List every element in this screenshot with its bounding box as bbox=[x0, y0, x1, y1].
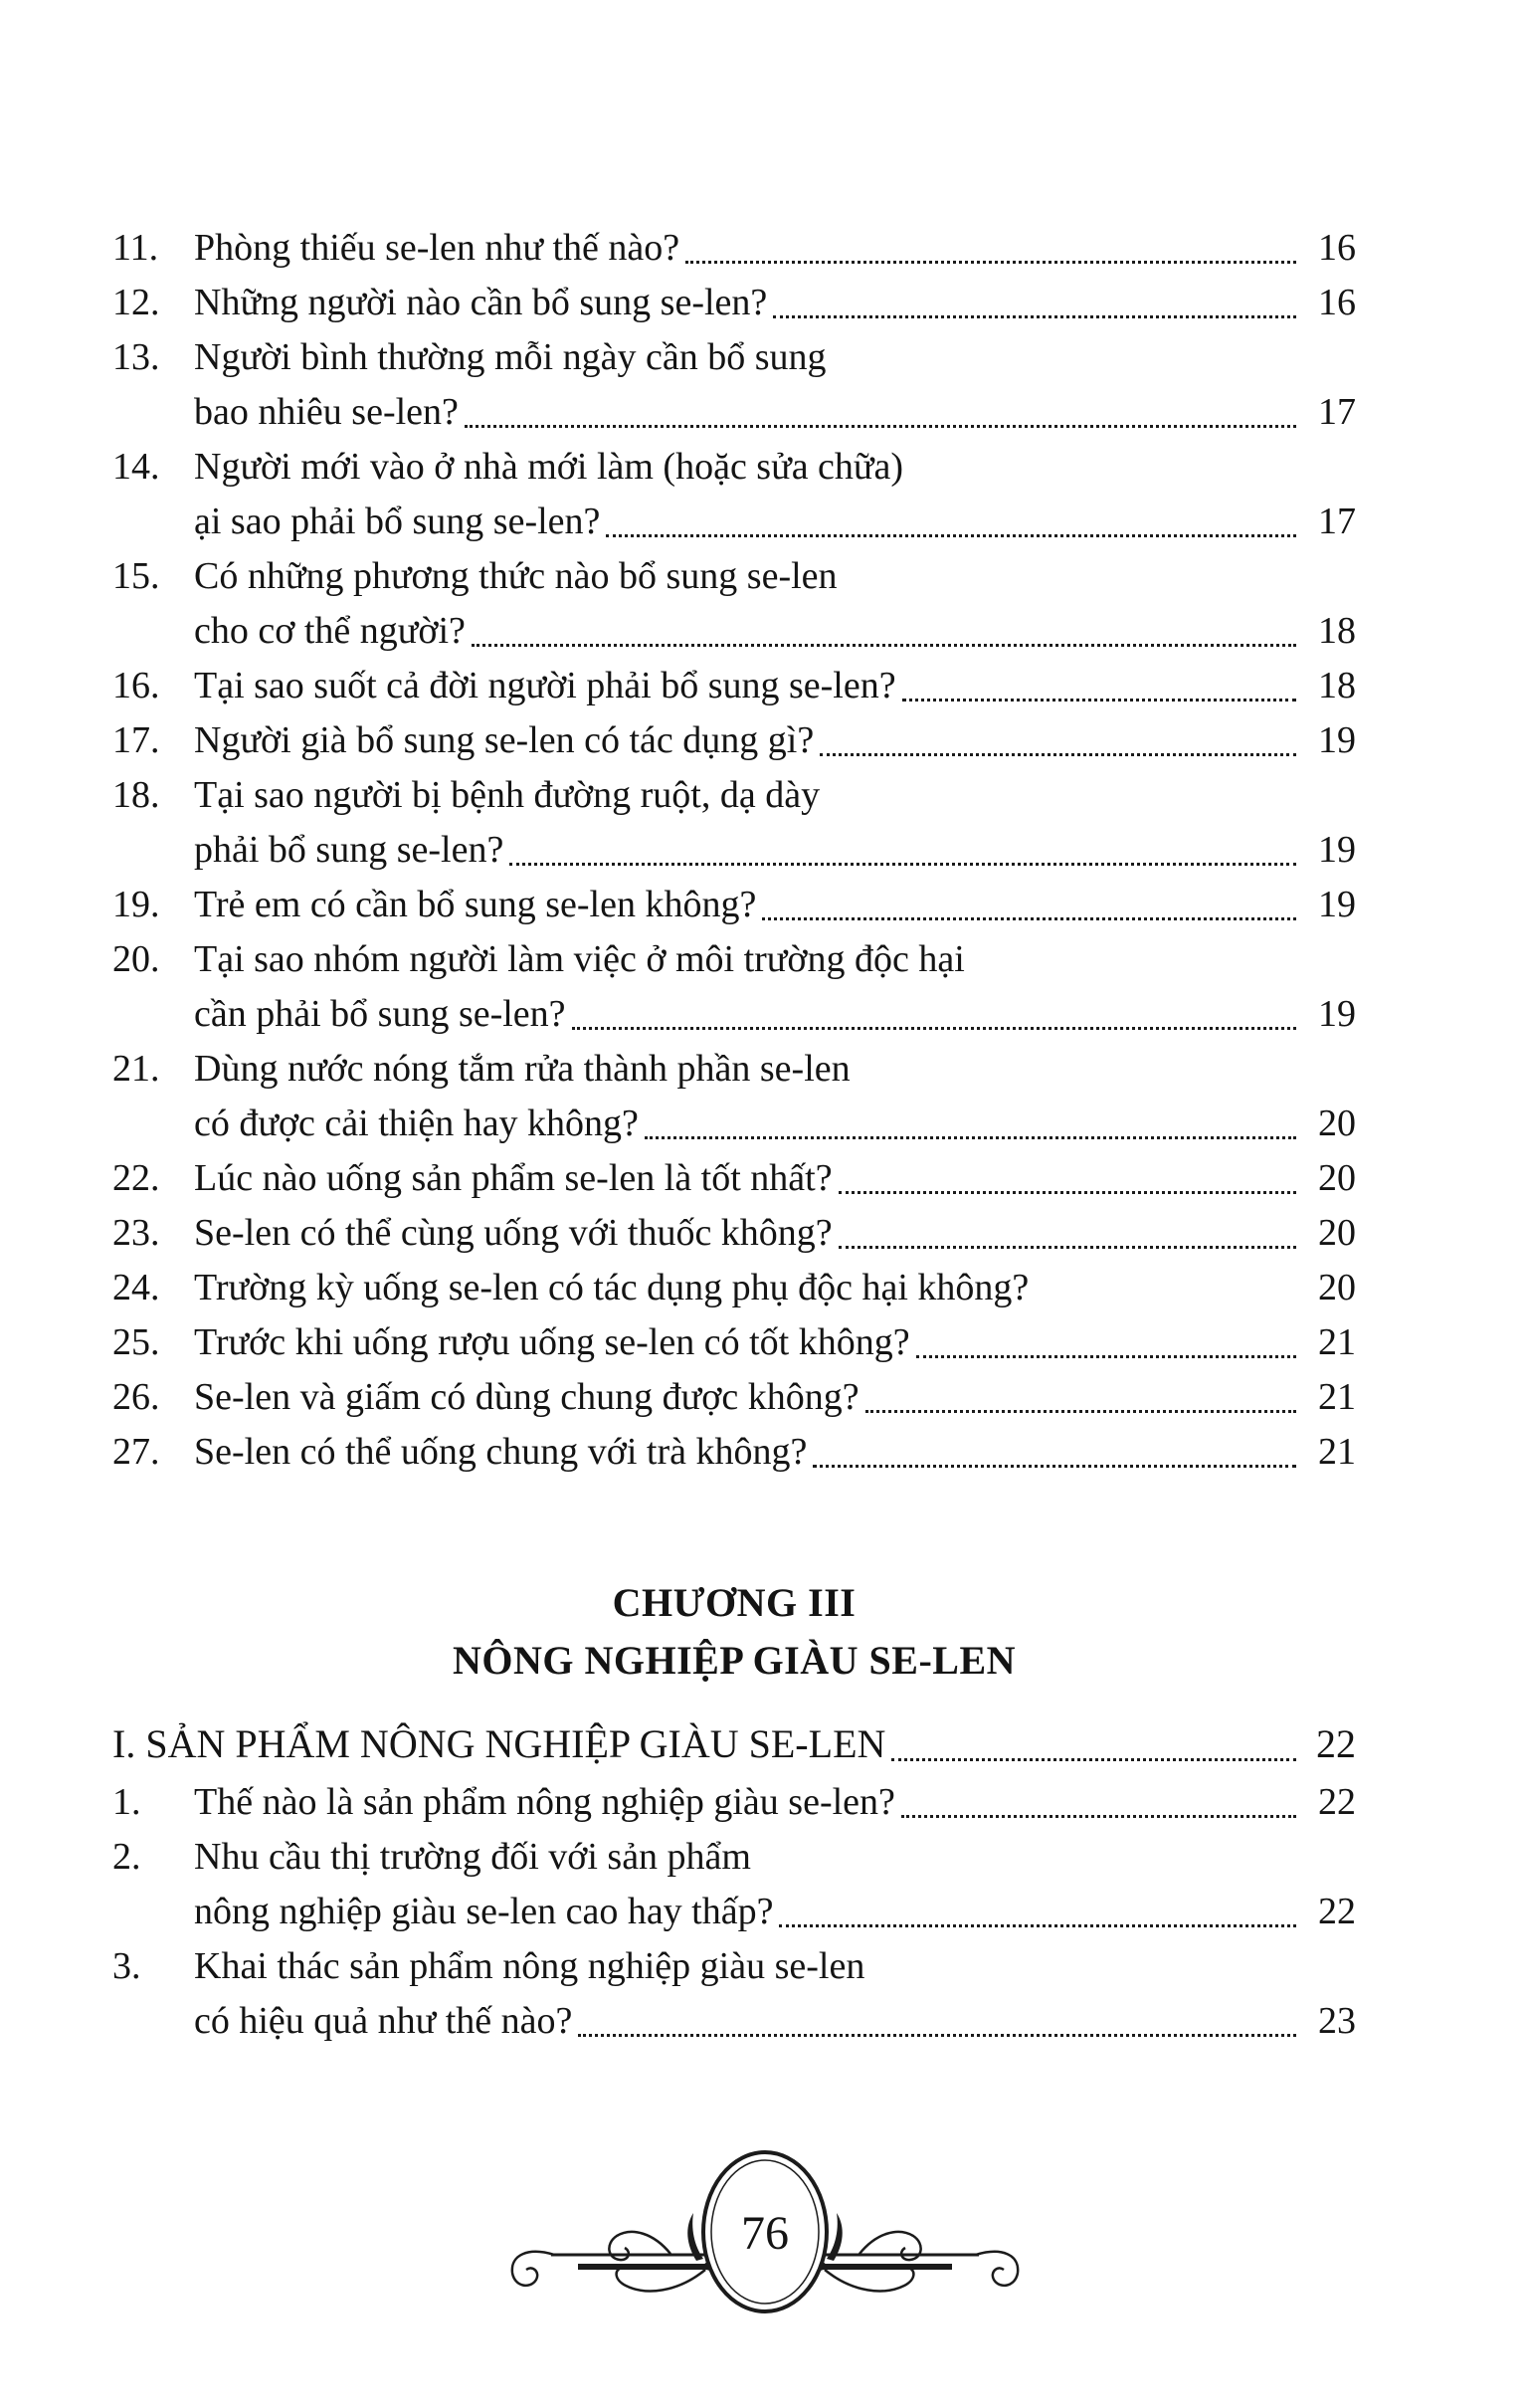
toc-entry-page-number: 20 bbox=[1318, 1157, 1356, 1199]
dot-leader bbox=[472, 644, 1296, 647]
toc-entry-body bbox=[194, 1775, 1356, 1830]
toc-entry-body bbox=[194, 1206, 1356, 1261]
toc-entry-title: Tại sao nhóm người làm việc ở môi trường độc hại bbox=[194, 938, 965, 980]
toc-entry-page-number: 19 bbox=[1318, 993, 1356, 1035]
toc-entry-line bbox=[194, 1097, 1356, 1151]
toc-entry bbox=[112, 549, 1356, 659]
toc-entry-title: Nhu cầu thị trường đối với sản phẩm bbox=[194, 1836, 751, 1878]
toc-entry-body bbox=[194, 330, 1356, 440]
chapter-heading bbox=[112, 1574, 1356, 1690]
toc-entry-title: có được cải thiện hay không? bbox=[194, 1103, 639, 1144]
toc-entry-title: Phòng thiếu se-len như thế nào? bbox=[194, 227, 680, 269]
toc-entry bbox=[112, 1261, 1356, 1315]
toc-entry-body bbox=[194, 878, 1356, 932]
toc-entry bbox=[112, 713, 1356, 768]
toc-entry-page-number: 21 bbox=[1318, 1376, 1356, 1418]
toc-entry-page-number: 18 bbox=[1318, 610, 1356, 652]
dot-leader bbox=[865, 1410, 1296, 1413]
dot-leader bbox=[779, 1924, 1296, 1927]
toc-entry-page-number: 20 bbox=[1318, 1103, 1356, 1144]
dot-leader bbox=[578, 2034, 1296, 2037]
toc-entry-title: ại sao phải bổ sung se-len? bbox=[194, 501, 601, 542]
toc-entry-number: 11. bbox=[112, 227, 159, 269]
dot-leader bbox=[572, 1027, 1296, 1030]
toc-entry-number: 17. bbox=[112, 719, 160, 761]
toc-entry-line bbox=[194, 1042, 1356, 1097]
toc-entry-number: 20. bbox=[112, 938, 160, 980]
toc-entry-page-number: 21 bbox=[1318, 1431, 1356, 1473]
toc-entry-number: 23. bbox=[112, 1212, 160, 1254]
toc-entry-title: cần phải bổ sung se-len? bbox=[194, 993, 566, 1035]
toc-entry-body bbox=[194, 932, 1356, 1042]
toc-entry-body bbox=[194, 221, 1356, 276]
toc-entry-number: 25. bbox=[112, 1321, 160, 1363]
toc-entry-page-number: 19 bbox=[1318, 829, 1356, 871]
toc-entry-body bbox=[194, 1315, 1356, 1370]
toc-entry-body bbox=[194, 659, 1356, 713]
toc-entry-page-number: 19 bbox=[1318, 719, 1356, 761]
toc-entry-title: cho cơ thể người? bbox=[194, 610, 466, 652]
toc-entry-title: Trẻ em có cần bổ sung se-len không? bbox=[194, 884, 757, 925]
toc-entry-title: Người bình thường mỗi ngày cần bổ sung bbox=[194, 336, 827, 378]
toc-entry-title: Se-len có thể uống chung với trà không? bbox=[194, 1431, 808, 1473]
toc-entry-body bbox=[194, 549, 1356, 659]
dot-leader bbox=[839, 1246, 1296, 1249]
toc-entry-line bbox=[194, 495, 1356, 549]
toc-entry-line bbox=[194, 1994, 1356, 2049]
toc-entry-line bbox=[194, 276, 1356, 330]
dot-leader bbox=[465, 425, 1296, 428]
toc-entry bbox=[112, 1830, 1356, 1939]
toc-entry-page-number: 16 bbox=[1318, 227, 1356, 269]
toc-entry-page-number: 21 bbox=[1318, 1321, 1356, 1363]
toc-entry-line bbox=[194, 1151, 1356, 1206]
toc-entry-body bbox=[194, 1151, 1356, 1206]
dot-leader bbox=[645, 1136, 1296, 1139]
dot-leader bbox=[685, 261, 1296, 264]
toc-entry-number: 12. bbox=[112, 282, 160, 323]
toc-entry-body bbox=[194, 1261, 1356, 1315]
section-heading-row bbox=[112, 1713, 1356, 1775]
toc-entry-body bbox=[194, 1830, 1356, 1939]
toc-entry-line bbox=[194, 1315, 1356, 1370]
toc-content bbox=[112, 221, 1356, 2049]
toc-entry bbox=[112, 221, 1356, 276]
toc-entry-line bbox=[194, 549, 1356, 604]
toc-entry-title: phải bổ sung se-len? bbox=[194, 829, 504, 871]
dot-leader bbox=[839, 1191, 1296, 1194]
dot-leader bbox=[891, 1758, 1296, 1761]
toc-entry-number: 18. bbox=[112, 774, 160, 816]
toc-entry-line bbox=[194, 1261, 1356, 1315]
toc-entry bbox=[112, 330, 1356, 440]
toc-entry-title: Trường kỳ uống se-len có tác dụng phụ độc hại không? bbox=[194, 1267, 1030, 1308]
toc-entry-line bbox=[194, 878, 1356, 932]
toc-entry-page-number: 19 bbox=[1318, 884, 1356, 925]
dot-leader bbox=[916, 1355, 1296, 1358]
toc-entry-line bbox=[194, 768, 1356, 823]
toc-entry-number: 19. bbox=[112, 884, 160, 925]
dot-leader bbox=[762, 917, 1296, 920]
dot-leader bbox=[901, 1815, 1296, 1818]
toc-entry-title: Những người nào cần bổ sung se-len? bbox=[194, 282, 768, 323]
dot-leader bbox=[509, 863, 1296, 866]
toc-entry-line bbox=[194, 1206, 1356, 1261]
toc-entry-title: Tại sao suốt cả đời người phải bổ sung se-len? bbox=[194, 665, 896, 706]
toc-entry-title: Người mới vào ở nhà mới làm (hoặc sửa chữa) bbox=[194, 446, 904, 488]
toc-entry bbox=[112, 276, 1356, 330]
toc-entry bbox=[112, 1315, 1356, 1370]
toc-entry-number: 3. bbox=[112, 1945, 141, 1987]
toc-entry-title: Trước khi uống rượu uống se-len có tốt không? bbox=[194, 1321, 910, 1363]
toc-entry-number: 24. bbox=[112, 1267, 160, 1308]
toc-entry-number: 15. bbox=[112, 555, 160, 597]
toc-entry bbox=[112, 1042, 1356, 1151]
toc-entry-title: Se-len và giấm có dùng chung được không? bbox=[194, 1376, 860, 1418]
dot-leader bbox=[773, 315, 1296, 318]
toc-entry-title: Có những phương thức nào bổ sung se-len bbox=[194, 555, 838, 597]
toc-entry-page-number: 17 bbox=[1318, 501, 1356, 542]
toc-entry-page-number: 22 bbox=[1318, 1781, 1356, 1823]
page-number: 76 bbox=[740, 2207, 789, 2260]
page-footer bbox=[0, 2137, 1529, 2336]
toc-entry-line bbox=[194, 932, 1356, 987]
toc-entry-line bbox=[194, 659, 1356, 713]
dot-leader bbox=[813, 1465, 1296, 1468]
toc-entry-line bbox=[194, 1370, 1356, 1425]
toc-entry-body bbox=[194, 713, 1356, 768]
dot-leader bbox=[606, 534, 1296, 537]
toc-entry-page-number: 20 bbox=[1318, 1212, 1356, 1254]
toc-entry-number: 27. bbox=[112, 1431, 160, 1473]
toc-entry bbox=[112, 440, 1356, 549]
toc-entry-body bbox=[194, 276, 1356, 330]
toc-entry-title: Người già bổ sung se-len có tác dụng gì? bbox=[194, 719, 815, 761]
dot-leader bbox=[902, 699, 1296, 702]
toc-entry-number: 1. bbox=[112, 1781, 141, 1823]
toc-entry-number: 13. bbox=[112, 336, 160, 378]
toc-entry bbox=[112, 1370, 1356, 1425]
toc-entry-line bbox=[194, 330, 1356, 385]
toc-entry-body bbox=[194, 1370, 1356, 1425]
toc-entry-number: 22. bbox=[112, 1157, 160, 1199]
toc-entry-title: bao nhiêu se-len? bbox=[194, 391, 459, 433]
toc-entry-title: Se-len có thể cùng uống với thuốc không? bbox=[194, 1212, 833, 1254]
toc-entry-line bbox=[194, 1885, 1356, 1939]
toc-entry-line bbox=[194, 1830, 1356, 1885]
toc-entry-title: Khai thác sản phẩm nông nghiệp giàu se-len bbox=[194, 1945, 865, 1987]
toc-entry bbox=[112, 1425, 1356, 1480]
toc-entry-title: Thế nào là sản phẩm nông nghiệp giàu se-len? bbox=[194, 1781, 895, 1823]
toc-entry-page-number: 20 bbox=[1318, 1267, 1356, 1308]
toc-entry bbox=[112, 1206, 1356, 1261]
toc-entry-title: Tại sao người bị bệnh đường ruột, dạ dày bbox=[194, 774, 821, 816]
toc-entry-line bbox=[194, 440, 1356, 495]
section-label: I. SẢN PHẨM NÔNG NGHIỆP GIÀU SE-LEN bbox=[112, 1721, 886, 1766]
toc-entry bbox=[112, 1151, 1356, 1206]
toc-entry-body bbox=[194, 768, 1356, 878]
toc-entry-number: 26. bbox=[112, 1376, 160, 1418]
section-page-number: 22 bbox=[1316, 1721, 1356, 1766]
toc-entry-body bbox=[194, 1042, 1356, 1151]
toc-entry-line bbox=[194, 823, 1356, 878]
toc-entry-line bbox=[194, 987, 1356, 1042]
toc-list-chapter3-questions bbox=[112, 1775, 1356, 2049]
toc-entry-line bbox=[194, 385, 1356, 440]
toc-entry-page-number: 17 bbox=[1318, 391, 1356, 433]
toc-entry-body bbox=[194, 440, 1356, 549]
toc-entry-body bbox=[194, 1939, 1356, 2049]
toc-entry-line bbox=[194, 604, 1356, 659]
toc-entry-title: nông nghiệp giàu se-len cao hay thấp? bbox=[194, 1891, 774, 1932]
toc-entry-line bbox=[194, 1939, 1356, 1994]
toc-entry-line bbox=[194, 221, 1356, 276]
toc-entry-number: 2. bbox=[112, 1836, 141, 1878]
toc-entry-title: Lúc nào uống sản phẩm se-len là tốt nhất? bbox=[194, 1157, 833, 1199]
toc-entry-page-number: 22 bbox=[1318, 1891, 1356, 1932]
toc-entry bbox=[112, 878, 1356, 932]
toc-entry-body bbox=[194, 1425, 1356, 1480]
toc-entry bbox=[112, 1939, 1356, 2049]
toc-entry-title: Dùng nước nóng tắm rửa thành phần se-len bbox=[194, 1048, 851, 1090]
toc-entry-number: 16. bbox=[112, 665, 160, 706]
chapter-number: CHƯƠNG III bbox=[612, 1580, 857, 1625]
chapter-title: NÔNG NGHIỆP GIÀU SE-LEN bbox=[452, 1638, 1017, 1683]
toc-entry-page-number: 23 bbox=[1318, 2000, 1356, 2042]
toc-entry-line bbox=[194, 1425, 1356, 1480]
toc-entry-number: 14. bbox=[112, 446, 160, 488]
toc-entry bbox=[112, 659, 1356, 713]
footer-flourish-ornament bbox=[467, 2137, 1063, 2336]
toc-entry-line bbox=[194, 713, 1356, 768]
toc-list-chapter2-questions bbox=[112, 221, 1356, 1480]
dot-leader bbox=[820, 753, 1296, 756]
toc-entry bbox=[112, 1775, 1356, 1830]
toc-entry-title: có hiệu quả như thế nào? bbox=[194, 2000, 573, 2042]
toc-entry-number: 21. bbox=[112, 1048, 160, 1090]
toc-entry-page-number: 18 bbox=[1318, 665, 1356, 706]
toc-entry bbox=[112, 932, 1356, 1042]
toc-entry bbox=[112, 768, 1356, 878]
toc-entry-page-number: 16 bbox=[1318, 282, 1356, 323]
toc-entry-line bbox=[194, 1775, 1356, 1830]
